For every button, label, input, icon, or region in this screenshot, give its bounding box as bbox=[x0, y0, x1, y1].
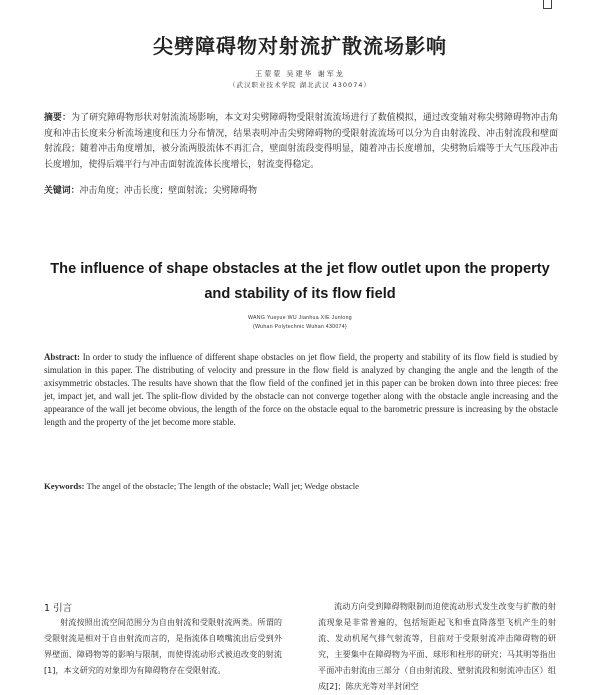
chinese-abstract bbox=[44, 111, 558, 173]
chinese-affiliation: （武汉职业技术学院 湖北武汉 430074） bbox=[229, 81, 371, 89]
chinese-authors: 王蒙蒙 吴建华 谢军龙 bbox=[255, 70, 345, 78]
page-corner-mark bbox=[543, 0, 552, 9]
chinese-title: 尖劈障碍物对射流扩散流场影响 bbox=[153, 34, 447, 58]
chinese-keywords-label: 关键词： bbox=[44, 186, 80, 196]
body-left-column: 射流按照出流空间范围分为自由射流和受限射流两类。所谓的受限射流是相对于自由射流而言的，是指流体自喷嘴流出后受到外界壁面、障碍物等的影响与限制，而使得流动形式被迫改变的射流[1]，本文研究的对象即为有障碍物存在受限射流。 bbox=[44, 617, 282, 675]
english-title: The influence of shape obstacles at the jet flow outlet upon the property and stability of its flow field bbox=[50, 261, 550, 302]
chinese-abstract-label: 摘要： bbox=[44, 113, 72, 123]
body-right-column: 流动方向受到障碍物限制而迫使流动形式发生改变与扩散的射流现象是非常普遍的，包括短距起飞和垂直降落型飞机产生的射流、发动机尾气排气射流等，目前对于受限射流冲击障碍物的研究，主要集中在障碍物为平面、球形和柱形的研究；马其明等指出平面冲击射流由三部分（自由射流段、壁射流段和射流冲击区）组成[2]；陈庆光等对半封闭空 bbox=[318, 601, 556, 691]
chinese-abstract-text: 为了研究障碍物形状对射流流场影响，本文对尖劈障碍物受限射流流场进行了数值模拟，通过改变轴对称尖劈障碍物冲击角度和冲击长度来分析流场速度和压力分布情况，结果表明冲击尖劈障碍物的受限射流流场可以分为自由射流段、冲击射流段和壁面射流段；随着冲击角度增加，被分流两股流体不再汇合，壁面射流段变得明显，随着冲击长度增加，尖劈物后端等于大气压段冲击长度增加，使得后端平行与冲击面射流流体长度增长，射流变得稳定。 bbox=[44, 113, 558, 170]
english-affiliation: (Wuhan Polytechnic Wuhan 430074) bbox=[253, 324, 347, 330]
english-keywords-label: Keywords: bbox=[44, 481, 85, 491]
chinese-keywords bbox=[44, 185, 558, 197]
english-abstract-label: Abstract: bbox=[44, 352, 80, 362]
chinese-keywords-text: 冲击角度；冲击长度；壁面射流；尖劈障碍物 bbox=[79, 186, 257, 196]
english-authors: WANG Yueyue WU Jianhua XIE Junlong bbox=[248, 315, 352, 321]
english-abstract-text: In order to study the influence of different shape obstacles on jet flow field, the property and stability of its flow field is studied by simulation in this paper. The distributing of velocity and pressure in the flow field is analyzed by changing the angle and the length of the axisymmetric obstacles. The results have shown that the flow field of the confined jet in this paper can be broken down into three pieces: free jet, impact jet, and wall jet. The split-flow divided by the obstacle can not converge together along with the obstacle angle increasing and the appearance of the wall jet become obvious, the length of the force on the obstacle equal to the barometric pressure is increasing by the obstacle length and the property of the jet become more stable. bbox=[44, 352, 558, 427]
english-abstract bbox=[44, 351, 558, 428]
section-heading-introduction: 1 引言 bbox=[44, 603, 73, 614]
english-keywords bbox=[44, 480, 558, 492]
english-keywords-text: The angel of the obstacle; The length of the obstacle; Wall jet; Wedge obstacle bbox=[84, 481, 359, 491]
